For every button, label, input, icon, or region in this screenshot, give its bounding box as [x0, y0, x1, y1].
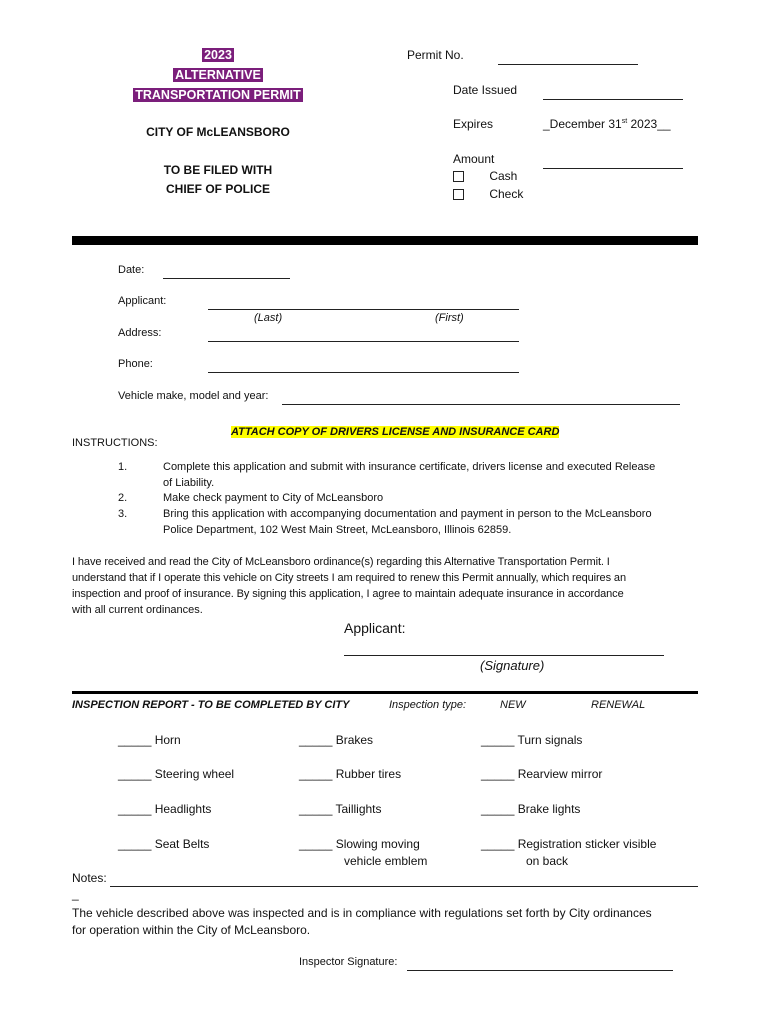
applicant-label: Applicant: [118, 295, 167, 307]
cash-option [453, 169, 517, 183]
header-transportation-permit: TRANSPORTATION PERMIT [135, 88, 301, 102]
check-option [453, 187, 523, 201]
check-taillights[interactable]: _____ Taillights [299, 802, 382, 816]
permit-no-label: Permit No. [407, 48, 464, 62]
header-year: 2023 [204, 48, 232, 62]
expires-value-main: _December 31 [543, 117, 622, 131]
first-name-caption: (First) [435, 312, 464, 324]
vehicle-label: Vehicle make, model and year: [118, 390, 269, 402]
check-registration-sticker[interactable]: _____ Registration sticker visible [481, 837, 657, 851]
instruction-1-line2: of Liability. [163, 477, 215, 489]
slow-moving-cont: vehicle emblem [344, 854, 428, 868]
check-brakes[interactable]: _____ Brakes [299, 733, 374, 747]
attach-notice: ATTACH COPY OF DRIVERS LICENSE AND INSURANCE CARD [231, 426, 560, 438]
vehicle-field[interactable] [282, 393, 680, 405]
address-label: Address: [118, 327, 162, 339]
agreement-line2: understand that if I operate this vehicle on City streets I am required to renew this Permit annually, which requires an [72, 572, 626, 584]
amount-field[interactable] [543, 157, 683, 169]
permit-no-field[interactable] [498, 53, 638, 65]
check-turn-signals[interactable]: _____ Turn signals [481, 733, 583, 747]
check-headlights[interactable]: _____ Headlights [118, 802, 212, 816]
amount-label: Amount [453, 152, 495, 166]
expires-value-sup: st [621, 118, 628, 125]
phone-label: Phone: [118, 358, 153, 370]
instruction-3-line1: Bring this application with accompanying documentation and payment in person to the McLeansboro [163, 508, 652, 520]
check-rearview-mirror[interactable]: _____ Rearview mirror [481, 767, 603, 781]
thick-divider [72, 236, 698, 245]
signature-caption: (Signature) [480, 658, 545, 673]
address-field[interactable] [208, 330, 519, 342]
compliance-line1: The vehicle described above was inspected and is in compliance with regulations set forth by City ordinances [72, 906, 652, 920]
instruction-2-line1: Make check payment to City of McLeansboro [163, 492, 384, 504]
applicant-signature-field[interactable] [344, 644, 664, 656]
check-brake-lights[interactable]: _____ Brake lights [481, 802, 581, 816]
inspection-type-label: Inspection type: [389, 699, 467, 711]
date-issued-field[interactable] [543, 88, 683, 100]
registration-cont: on back [526, 854, 569, 868]
header-alternative: ALTERNATIVE [175, 68, 261, 82]
expires-value [543, 117, 671, 131]
check-slow-moving-emblem[interactable]: _____ Slowing moving [299, 837, 420, 851]
instruction-3-line2: Police Department, 102 West Main Street, McLeansboro, Illinois 62859. [163, 524, 512, 536]
inspection-type-new[interactable]: NEW [500, 699, 526, 711]
last-name-caption: (Last) [254, 312, 283, 324]
applicant-signature-label: Applicant: [344, 620, 406, 636]
compliance-line2: for operation within the City of McLeansboro. [72, 923, 311, 937]
check-rubber-tires[interactable]: _____ Rubber tires [299, 767, 402, 781]
cash-checkbox[interactable] [453, 171, 464, 182]
filed-with-line2: CHIEF OF POLICE [165, 182, 270, 196]
applicant-name-field[interactable] [208, 298, 519, 310]
check-seat-belts[interactable]: _____ Seat Belts [118, 837, 210, 851]
check-label: Check [489, 187, 524, 201]
notes-field[interactable] [110, 875, 698, 887]
instruction-num-3: 3. [118, 508, 128, 520]
inspection-title: INSPECTION REPORT - TO BE COMPLETED BY CITY [72, 699, 350, 711]
inspector-signature-label: Inspector Signature: [299, 956, 398, 968]
notes-tail: _ [72, 887, 79, 901]
inspection-divider [72, 691, 698, 694]
agreement-line3: inspection and proof of insurance. By signing this application, I agree to maintain adequate insurance in accordance [72, 588, 624, 600]
check-steering-wheel[interactable]: _____ Steering wheel [118, 767, 235, 781]
expires-value-year: 2023__ [627, 117, 671, 131]
inspection-type-renewal[interactable]: RENEWAL [591, 699, 646, 711]
check-horn[interactable]: _____ Horn [118, 733, 181, 747]
phone-field[interactable] [208, 361, 519, 373]
expires-label: Expires [453, 117, 494, 131]
cash-label: Cash [489, 169, 518, 183]
check-checkbox[interactable] [453, 189, 464, 200]
date-label: Date: [118, 264, 145, 276]
city-title: CITY OF McLEANSBORO [146, 125, 290, 139]
date-issued-label: Date Issued [453, 83, 518, 97]
instructions-title: INSTRUCTIONS: [72, 437, 158, 449]
agreement-line4: with all current ordinances. [72, 604, 203, 616]
instruction-1-line1: Complete this application and submit with insurance certificate, drivers license and executed Release [163, 461, 656, 473]
inspector-signature-field[interactable] [407, 959, 673, 971]
agreement-line1: I have received and read the City of McLeansboro ordinance(s) regarding this Alternative Transportation Permit. I [72, 556, 610, 568]
instruction-num-2: 2. [118, 492, 128, 504]
notes-label: Notes: [72, 871, 107, 885]
date-field[interactable] [163, 267, 290, 279]
instruction-num-1: 1. [118, 461, 128, 473]
filed-with-line1: TO BE FILED WITH [163, 163, 273, 177]
